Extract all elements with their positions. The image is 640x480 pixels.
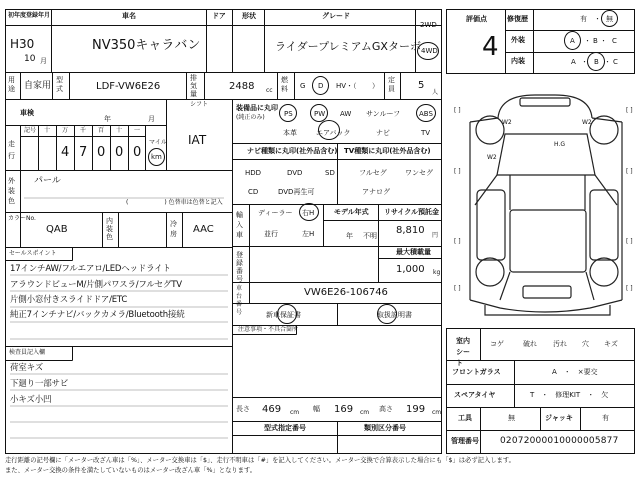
svg-text:[ ]: [ ]	[626, 238, 633, 245]
equip-airbag: エアバック	[316, 129, 351, 137]
interior-color-label: 内装色	[106, 217, 113, 241]
svg-text:[ ]: [ ]	[454, 285, 461, 292]
exterior-color-label: 外装色	[8, 177, 15, 205]
tool-label: 工具	[458, 414, 472, 422]
color-note: ( ) 色替車は色替と記入	[126, 199, 223, 206]
mgmt-label: 管理番号	[451, 437, 479, 445]
door-label: ドア	[212, 12, 226, 20]
recycle: 8,810	[396, 225, 425, 236]
equip-abs: ABS	[419, 110, 433, 118]
inspector-note: 小キズ小凹	[10, 395, 52, 405]
repair-no-circle	[601, 10, 618, 27]
length-cm: cm	[290, 409, 300, 416]
dot: ・	[600, 37, 607, 45]
inspector-label: 検査員記入欄	[9, 349, 46, 356]
month-unit: 月	[40, 57, 47, 65]
mileage-digit: 0	[97, 145, 106, 160]
equip-abs-circle	[416, 104, 436, 122]
capacity: 5	[418, 80, 425, 91]
tv-fullseg: フルセグ	[359, 169, 387, 177]
equip-airbag-circle	[318, 120, 340, 140]
digit-header: 十	[44, 127, 51, 134]
warranty-circle	[277, 304, 297, 324]
width-label: 幅	[313, 405, 320, 413]
spare: T ・ 修理KIT ・ 欠	[530, 391, 609, 399]
diagram-mark: W2	[487, 154, 497, 161]
fuel-d: D	[318, 82, 324, 90]
equip-sunroof: サンルーフ	[366, 110, 401, 118]
footer-note: また、メーター交換の条件を満たしていないものはメーター改ざん車「%」となります。	[5, 467, 257, 474]
tv-oneseg: ワンセグ	[405, 169, 433, 177]
seat-item: コゲ	[490, 340, 504, 348]
inspector-note: 下廻り一部サビ	[10, 379, 69, 389]
capacity-unit: 人	[432, 89, 439, 96]
diagram-mark: W2	[582, 119, 592, 126]
navi-hdd: HDD	[245, 169, 262, 177]
height-cm: cm	[432, 409, 442, 416]
car-name-label: 車名	[122, 12, 136, 20]
exterior-label: 外装	[511, 36, 525, 44]
class-number-label: 類別区分番号	[364, 424, 406, 432]
equip-leather: 本革	[283, 129, 297, 137]
height-label: 高さ	[379, 405, 393, 413]
navi-cd: CD	[248, 188, 259, 196]
ac: AAC	[193, 224, 214, 235]
equip-navi: ナビ	[376, 129, 390, 137]
exterior-grade-circle	[564, 31, 581, 50]
diagram-mark: H.G	[554, 141, 565, 148]
chassis: VW6E26-106746	[304, 287, 388, 298]
equip-pw: PW	[314, 110, 326, 118]
shift-label: シフト	[190, 101, 209, 108]
inspector-note: 荷室キズ	[10, 363, 44, 373]
grade: ライダープレミアムGXターボ	[275, 40, 421, 53]
interior-grade-b: B	[594, 58, 599, 66]
use-label: 用途	[8, 76, 15, 93]
travel-label: 走行	[8, 140, 15, 160]
fuel-g: G	[300, 82, 306, 90]
import-dealer: ディーラー	[258, 209, 293, 217]
grade-label: グレード	[322, 12, 350, 20]
glass: A ・ ×要交	[552, 368, 598, 376]
width-cm: cm	[360, 409, 370, 416]
equip-aw: AW	[340, 110, 352, 118]
type-number-label: 型式指定番号	[264, 424, 306, 432]
max-load: 1,000	[396, 264, 425, 275]
repair-label: 修復歴	[507, 15, 528, 23]
svg-text:[ ]: [ ]	[626, 107, 633, 114]
mileage-digit: 7	[79, 145, 88, 160]
manual-circle	[377, 304, 397, 324]
shift: IAT	[188, 133, 207, 147]
equip-pw-circle	[310, 104, 328, 122]
capacity-label: 定員	[388, 76, 395, 93]
exterior-grade-c: C	[612, 37, 617, 45]
doc-warranty: 新車保証書	[266, 311, 301, 319]
mileage-digit: 0	[133, 145, 142, 160]
displacement-label: 排気量	[190, 74, 197, 98]
recycle-label: リサイクル預託金	[384, 208, 440, 216]
inspection-month: 月	[148, 115, 155, 123]
shape-label: 形状	[242, 12, 256, 20]
mile-label: マイル	[149, 139, 167, 146]
navi-label: ナビ種類に丸印(社外品含む)	[247, 147, 338, 155]
fuel-label: 燃料	[281, 76, 288, 93]
right-h-circle	[299, 203, 319, 221]
digit-header: 一	[134, 127, 141, 134]
equip-tv: TV	[421, 129, 431, 137]
fuel-close: ）	[372, 82, 379, 90]
model-year-unknown: 不明	[363, 232, 377, 240]
use: 自家用	[24, 81, 52, 91]
equip-ps: PS	[284, 110, 293, 118]
exterior-color: パール	[34, 176, 61, 186]
displacement: 2488	[229, 81, 255, 92]
reg-year: H30	[10, 37, 35, 51]
interior-grade-c: C	[613, 58, 618, 66]
tool: 無	[508, 414, 515, 422]
sales-point: アラウンドビューM/片側パワスラ/フルセグTV	[10, 280, 182, 290]
navi-dvd-play: DVD再生可	[278, 188, 315, 196]
svg-text:[ ]: [ ]	[626, 285, 633, 292]
car-name: NV350キャラバン	[92, 38, 201, 53]
max-load-label: 最大積載量	[396, 248, 431, 256]
navi-dvd: DVD	[287, 169, 303, 177]
seat-item: 破れ	[523, 340, 537, 348]
inspection-year: 年	[104, 115, 111, 123]
equip-ps-circle	[279, 104, 297, 122]
height: 199	[406, 404, 426, 415]
svg-text:[ ]: [ ]	[626, 168, 633, 175]
import-label: 輸入車	[236, 211, 243, 239]
equipment-sub: (純正のみ)	[236, 114, 265, 121]
dot: ・	[604, 58, 611, 66]
sales-point: 片側小窓付きスライドドア/ETC	[10, 295, 128, 305]
doc-manual: 取扱説明書	[377, 311, 412, 319]
svg-text:[ ]: [ ]	[454, 107, 461, 114]
mileage-digit: 4	[61, 145, 70, 160]
fuel-hv: HV・（	[336, 82, 357, 90]
svg-text:[ ]: [ ]	[454, 238, 461, 245]
length: 469	[262, 404, 282, 415]
interior-grade-a: A	[571, 58, 576, 66]
digit-header: 万	[62, 127, 69, 134]
repair-no: 無	[606, 15, 613, 23]
repair-yes: 有	[580, 15, 587, 23]
cc-unit: cc	[266, 87, 273, 94]
km-label: km	[151, 153, 162, 161]
sales-point: 17インチAW/フルエアロ/LEDヘッドライト	[10, 264, 171, 274]
interior-label: 内装	[511, 57, 525, 65]
mileage-digit: 0	[115, 145, 124, 160]
drive-2wd: 2WD	[420, 21, 437, 29]
color-code: QAB	[46, 224, 68, 235]
navi-sd: SD	[325, 169, 335, 177]
footer-note: 走行距離の記号欄に「メーター改ざん車は「%」、メーター交換車は「$」、走行不明車は「#」を記入してください。メーター交換で合算表示した場合にも「$」は必ず記入します。	[5, 457, 515, 464]
jack: 有	[602, 414, 609, 422]
score-label: 評価点	[466, 15, 487, 23]
mgmt-number: 02072000010000005877	[500, 436, 619, 446]
ac-label: 冷房	[170, 220, 177, 238]
tv-label: TV種類に丸印(社外品含む)	[344, 147, 431, 155]
registration-label: 登録番号	[236, 251, 243, 283]
inspection-label: 車検	[20, 109, 34, 117]
digit-header: 十	[116, 127, 123, 134]
model-year-label: モデル年式	[334, 208, 369, 216]
digit-header: 千	[80, 127, 87, 134]
dot: ・	[584, 37, 591, 45]
reg-year-label: 初年度登録年月	[8, 12, 51, 19]
glass-label: フロントガラス	[452, 368, 501, 376]
seat-item: 汚れ	[553, 340, 567, 348]
svg-text:[ ]: [ ]	[454, 168, 461, 175]
diagram-mark: W2	[502, 119, 512, 126]
sales-point: 純正7インチナビ/バックカメラ/Bluetooth接続	[10, 310, 185, 320]
equipment-label: 装備品に丸印	[236, 104, 278, 112]
model: LDF-VW6E26	[96, 81, 161, 92]
seat-label: 室内シート	[456, 337, 470, 367]
tv-analog: アナログ	[362, 188, 390, 196]
import-right-h: 右H	[302, 209, 315, 217]
km-circle	[148, 148, 165, 166]
fuel-d-circle	[312, 76, 329, 95]
dot: ・	[581, 58, 588, 66]
model-year-year: 年	[346, 232, 353, 240]
interior-grade-circle	[587, 52, 605, 71]
jack-label: ジャッキ	[545, 414, 573, 422]
spare-label: スペアタイヤ	[454, 391, 496, 399]
drive-4wd: 4WD	[421, 47, 438, 55]
dot: ・	[594, 15, 601, 23]
reg-month: 10	[24, 54, 36, 64]
seat-item: 穴	[582, 340, 589, 348]
notes-label: 注意事項・不具合箇所	[238, 326, 299, 333]
width: 169	[334, 404, 354, 415]
seat-item: キズ	[604, 340, 618, 348]
import-parallel: 並行	[264, 230, 278, 238]
digit-header: 百	[98, 127, 105, 134]
length-label: 長さ	[236, 405, 250, 413]
digit-header: 記号	[24, 127, 37, 134]
model-label: 型式	[56, 76, 63, 93]
sales-points-label: セールスポイント	[9, 250, 57, 257]
score: 4	[482, 32, 499, 62]
max-load-kg: kg	[433, 269, 441, 276]
import-left-h: 左H	[302, 230, 315, 238]
exterior-grade-a: A	[570, 37, 575, 45]
recycle-yen: 円	[432, 232, 439, 239]
color-code-label: カラーNo.	[8, 215, 36, 222]
chassis-label: 車台番号	[236, 285, 243, 316]
exterior-grade-b: B	[593, 37, 598, 45]
